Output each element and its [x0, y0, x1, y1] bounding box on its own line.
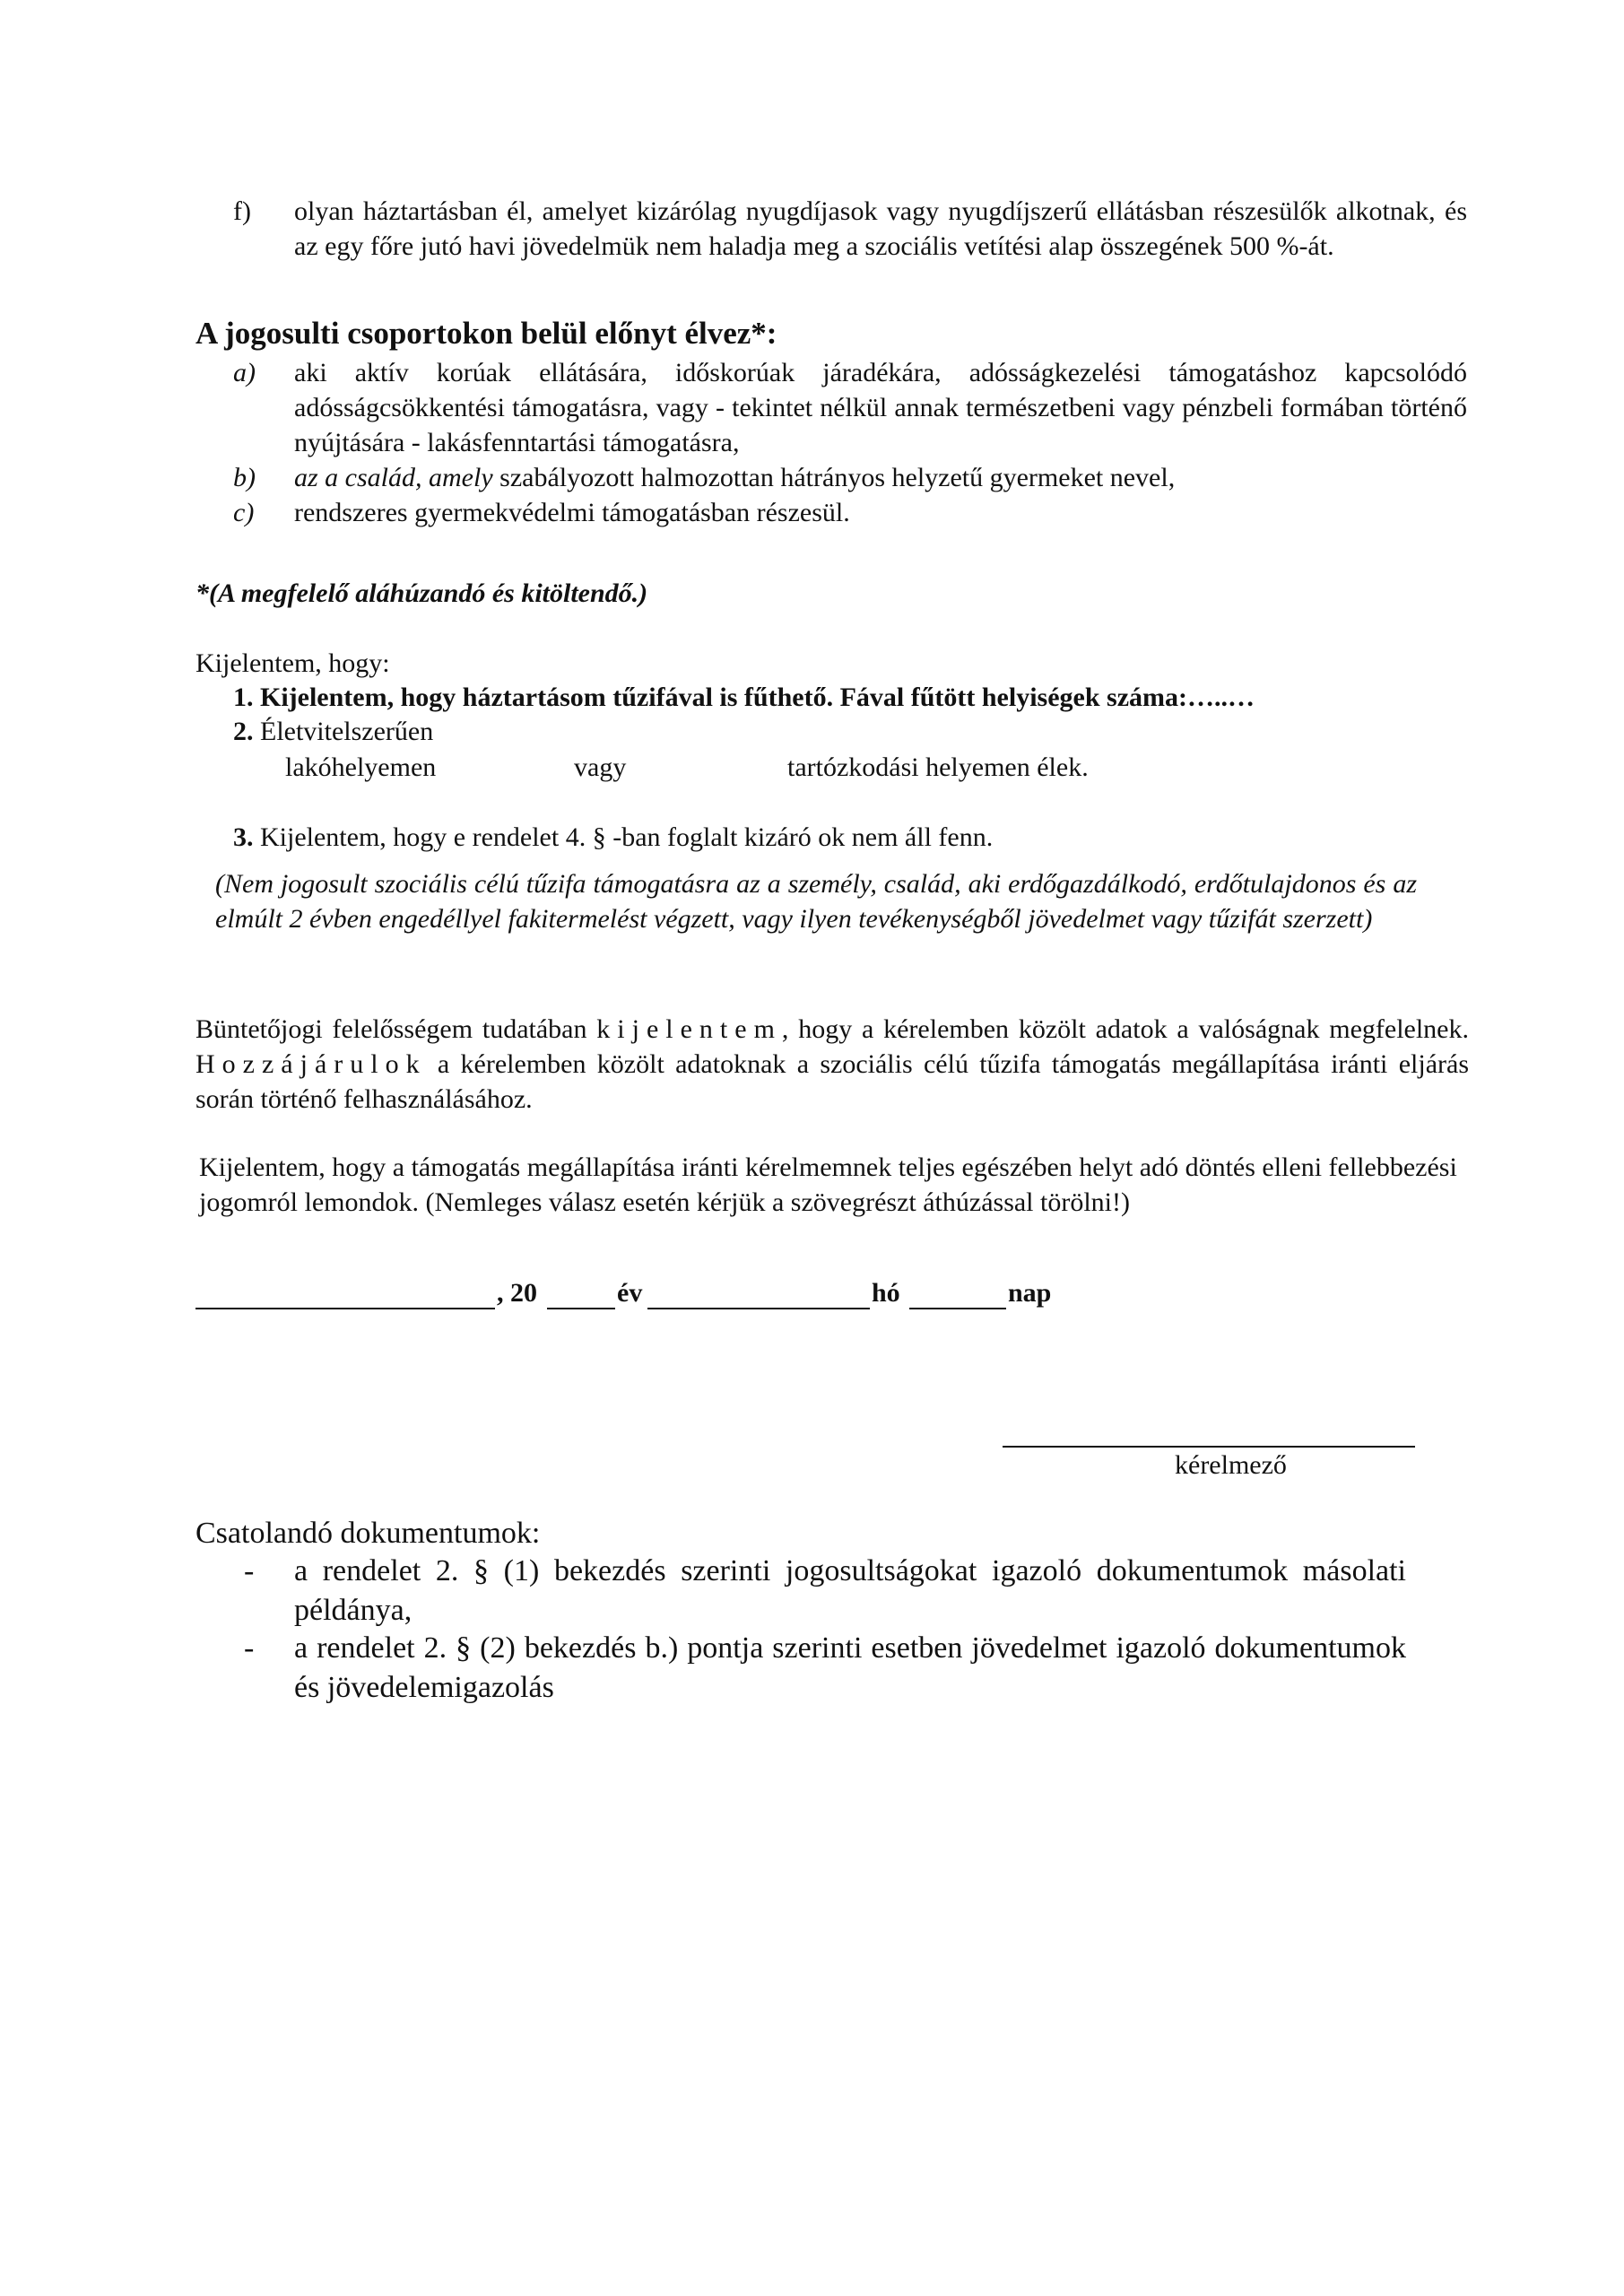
- declaration-item-2-text: Életvitelszerűen: [260, 717, 434, 746]
- priority-heading: A jogosulti csoportokon belül előnyt élvez*:: [195, 316, 777, 351]
- attachment-item-2-text: a rendelet 2. § (2) bekezdés b.) pontja szerinti esetben jövedelmet igazoló dokumentumok és jövedelemigazolás: [294, 1631, 1406, 1704]
- liability-part-1: Büntetőjogi felelősségem tudatában: [195, 1014, 597, 1044]
- signature-label: kérelmező: [1175, 1450, 1287, 1480]
- priority-item-c-text: rendszeres gyermekvédelmi támogatásban részesül.: [294, 498, 850, 527]
- liability-kijelentem: kijelentem: [596, 1014, 782, 1044]
- item-f-label: f): [233, 196, 251, 226]
- attachment-item-1: [244, 1552, 1406, 1631]
- priority-item-c: [233, 495, 1467, 530]
- declaration-item-2: [233, 714, 433, 749]
- priority-item-b-italic: az a család, amely: [294, 463, 493, 492]
- year-label: év: [617, 1278, 643, 1308]
- attachment-item-1-dash: -: [244, 1554, 255, 1587]
- priority-item-a-text: aki aktív korúak ellátására, időskorúak járadékára, adósságkezelési támogatáshoz kapcsolódó adósságcsökkentési támogatásra, vagy - tekintet nélkül annak természetbeni vagy pénzbeli formában történő nyújtására - lakásfenntartási támogatásra,: [294, 358, 1467, 457]
- place-blank[interactable]: [195, 1308, 495, 1309]
- attachment-item-1-text: a rendelet 2. § (1) bekezdés szerinti jogosultságokat igazoló dokumentumok másolati példánya,: [294, 1554, 1406, 1627]
- item-f-text: olyan háztartásban él, amelyet kizárólag nyugdíjasok vagy nyugdíjszerű ellátásban részesülők alkotnak, és az egy főre jutó havi jövedelmük nem haladja meg a szociális vetítési alap összegének 500 %-át.: [294, 196, 1467, 261]
- item-f: [233, 194, 1467, 264]
- liability-hozzajarulok: Hozzájárulok: [195, 1049, 427, 1079]
- declaration-item-3-number: 3.: [233, 822, 254, 852]
- liability-statement: [195, 1012, 1469, 1117]
- month-blank[interactable]: [647, 1308, 870, 1309]
- liability-part-2: , hogy a kérelemben közölt adatok a valóságnak megfelelnek.: [781, 1014, 1469, 1044]
- residence-option-home[interactable]: lakóhelyemen: [285, 752, 437, 782]
- priority-item-c-label: c): [233, 498, 255, 527]
- year-blank[interactable]: [547, 1308, 615, 1309]
- liability-part-3: a kérelemben közölt adatoknak a szociális célú tűzifa támogatás megállapítása iránti eljárás során történő felhasználásához.: [195, 1049, 1469, 1114]
- fill-note: *(A megfelelő aláhúzandó és kitöltendő.): [195, 578, 648, 608]
- priority-item-b-text: szabályozott halmozottan hátrányos helyzetű gyermeket nevel,: [492, 463, 1176, 492]
- residence-option-or: vagy: [574, 752, 627, 782]
- exclusion-text: (Nem jogosult szociális célú tűzifa támogatásra az a személy, család, aki erdőgazdálkodó, erdőtulajdonos és az elmúlt 2 évben engedéllyel fakitermelést végzett, vagy ilyen tevékenységből jövedelmet vagy tűzifát szerzett): [215, 869, 1417, 934]
- month-label: hó: [872, 1278, 900, 1308]
- day-blank[interactable]: [909, 1308, 1006, 1309]
- declaration-item-2-number: 2.: [233, 717, 254, 746]
- attachment-item-2-dash: -: [244, 1631, 255, 1665]
- residence-option-stay[interactable]: tartózkodási helyemen élek.: [787, 752, 1089, 782]
- priority-item-b: [233, 460, 1467, 495]
- attachments-title: Csatolandó dokumentumok:: [195, 1517, 541, 1550]
- priority-item-a-label: a): [233, 358, 256, 387]
- day-label: nap: [1008, 1278, 1052, 1308]
- declaration-item-3: [233, 820, 993, 855]
- date-separator: , 20: [497, 1278, 537, 1308]
- priority-item-b-label: b): [233, 463, 256, 492]
- declaration-item-3-text: Kijelentem, hogy e rendelet 4. § -ban foglalt kizáró ok nem áll fenn.: [260, 822, 994, 852]
- appeal-waiver: Kijelentem, hogy a támogatás megállapítása iránti kérelmemnek teljes egészében helyt adó döntés elleni fellebbezési jogomról lemondok. (Nemleges válasz esetén kérjük a szövegrészt áthúzással törölni!): [199, 1152, 1457, 1217]
- attachment-item-2: [244, 1629, 1406, 1708]
- declaration-item-1: 1. Kijelentem, hogy háztartásom tűzifával is fűthető. Fával fűtött helyiségek száma:…..…: [233, 683, 1255, 712]
- declaration-intro: Kijelentem, hogy:: [195, 648, 390, 678]
- priority-item-a: [233, 355, 1467, 460]
